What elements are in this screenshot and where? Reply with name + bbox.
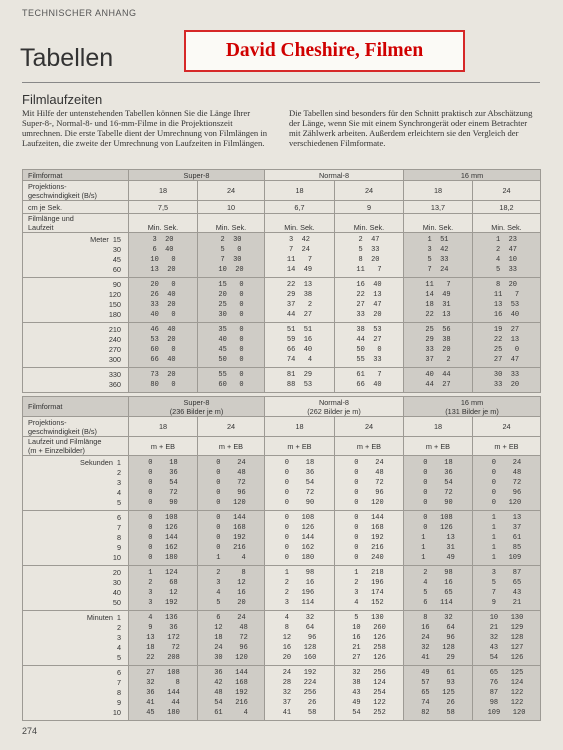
cm-cell: 13,7 [404,201,473,214]
table-cell: 0 18 0 36 0 54 0 72 0 90 [129,456,198,511]
table-cell: 0 24 0 48 0 72 0 96 0 120 [473,456,541,511]
page-title: Tabellen [20,44,114,72]
table-cell: 1 51 3 42 5 33 7 24 [404,233,473,278]
row-label: Meter 15 30 45 60 [23,233,129,278]
speed-cell: 24 [335,417,404,437]
table-cell: 0 108 0 126 0 144 0 162 0 180 [129,511,198,566]
row-label: 6 7 8 9 10 [23,511,129,566]
unit-header: Min. Sek. [473,214,541,233]
table-cell: 4 136 9 36 13 172 18 72 22 208 [129,611,198,666]
table-cell: 6 24 12 48 18 72 24 96 30 120 [198,611,265,666]
intro-text-left: Mit Hilfe der untenstehenden Tabellen können Sie die Länge Ihrer Super-8-, Normal-8- und 16-mm-Filme in die Projektionszeit umrechnen. Die erste Tabelle dient der Umrechnung von Filmlängen in Laufzeiten, die zweite der Umrechnung von Laufzeiten in Filmlängen. [22,108,268,148]
table-cell: 19 27 22 13 25 0 27 47 [473,323,541,368]
cm-per-second-label: cm je Sek. [23,201,129,214]
table-cell: 0 144 0 168 0 192 0 216 0 240 [335,511,404,566]
format-label: Filmformat [23,397,129,417]
table-cell: 25 56 29 38 33 20 37 2 [404,323,473,368]
speed-cell: 24 [335,181,404,201]
page-number: 274 [22,726,38,736]
length-label: Laufzeit und Filmlänge (m + Einzelbilder) [23,437,129,456]
table-row [23,666,541,721]
cm-cell: 7,5 [129,201,198,214]
speed-cell: 18 [129,181,198,201]
row-label: Sekunden 1 2 3 4 5 [23,456,129,511]
cm-cell: 10 [198,201,265,214]
header-divider [22,82,540,83]
length-label: Filmlänge und Laufzeit [23,214,129,233]
unit-header: m + EB [198,437,265,456]
unit-header: m + EB [335,437,404,456]
table-row [23,611,541,666]
cm-cell: 18,2 [473,201,541,214]
table-runtime-to-film-length [22,396,541,721]
unit-header: Min. Sek. [129,214,198,233]
row-label: 20 30 40 50 [23,566,129,611]
table-cell: 0 24 0 48 0 72 0 96 0 120 [198,456,265,511]
table-cell: 55 0 60 0 [198,368,265,393]
format-normal8: Normal-8 [265,170,404,181]
table-cell: 8 32 16 64 24 96 32 128 41 29 [404,611,473,666]
unit-header: Min. Sek. [265,214,335,233]
table-cell: 61 7 66 40 [335,368,404,393]
unit-header: Min. Sek. [198,214,265,233]
table-cell: 0 108 0 126 0 144 0 162 0 180 [265,511,335,566]
table-row [23,233,541,278]
format-super8: Super-8 (236 Bilder je m) [129,397,265,417]
table-cell: 1 23 2 47 4 10 5 33 [473,233,541,278]
table-cell: 38 53 44 27 50 0 55 33 [335,323,404,368]
table-cell: 36 144 42 168 48 192 54 216 61 4 [198,666,265,721]
table-row [23,323,541,368]
unit-header: Min. Sek. [335,214,404,233]
table-cell: 5 130 10 260 16 126 21 258 27 126 [335,611,404,666]
table-cell: 73 20 80 0 [129,368,198,393]
row-label: 90 120 150 180 [23,278,129,323]
table-cell: 51 51 59 16 66 40 74 4 [265,323,335,368]
table-cell: 81 29 88 53 [265,368,335,393]
unit-header: m + EB [473,437,541,456]
table-row [23,566,541,611]
table-cell: 0 144 0 168 0 192 0 216 1 4 [198,511,265,566]
table-cell: 46 40 53 20 60 0 66 40 [129,323,198,368]
table-row [23,368,541,393]
unit-header: m + EB [404,437,473,456]
table-cell: 0 24 0 48 0 72 0 96 0 120 [335,456,404,511]
intro-text-right: Die Tabellen sind besonders für den Schnitt praktisch zur Abschätzung der Länge, wenn Sie mit einem Synchrongerät oder einem Betrachter mit Zählwerk arbeiten. Außerdem erleichtern sie den Vergleich der verschiedenen Filmformate. [289,108,533,148]
format-super8: Super-8 [129,170,265,181]
unit-header: Min. Sek. [404,214,473,233]
table-cell: 0 18 0 36 0 54 0 72 0 90 [265,456,335,511]
table-cell: 11 7 14 49 18 31 22 13 [404,278,473,323]
stamp-label: David Cheshire, Filmen [184,30,465,72]
row-label: 210 240 270 300 [23,323,129,368]
cm-cell: 6,7 [265,201,335,214]
table-cell: 0 18 0 36 0 54 0 72 0 90 [404,456,473,511]
table-row [23,456,541,511]
format-label: Filmformat [23,170,129,181]
section-header-label: TECHNISCHER ANHANG [22,8,137,18]
table-cell: 65 125 76 124 87 122 98 122 109 120 [473,666,541,721]
table-cell: 24 192 28 224 32 256 37 26 41 58 [265,666,335,721]
speed-cell: 24 [198,417,265,437]
table-cell: 1 218 2 196 3 174 4 152 [335,566,404,611]
table-cell: 4 32 8 64 12 96 16 128 20 160 [265,611,335,666]
table-cell: 16 40 22 13 27 47 33 20 [335,278,404,323]
speed-cell: 18 [265,417,335,437]
speed-cell: 18 [404,181,473,201]
speed-label: Projektions- geschwindigkeit (B/s) [23,417,129,437]
table-cell: 22 13 29 38 37 2 44 27 [265,278,335,323]
speed-cell: 18 [404,417,473,437]
table-cell: 2 47 5 33 8 20 11 7 [335,233,404,278]
table1-body [23,233,541,393]
unit-header: m + EB [265,437,335,456]
table-cell: 49 61 57 93 65 125 74 26 82 58 [404,666,473,721]
table-cell: 2 8 3 12 4 16 5 20 [198,566,265,611]
speed-cell: 18 [265,181,335,201]
format-16mm: 16 mm (131 Bilder je m) [404,397,541,417]
speed-cell: 24 [198,181,265,201]
table-cell: 3 42 7 24 11 7 14 49 [265,233,335,278]
table-cell: 30 33 33 20 [473,368,541,393]
table-cell: 27 108 32 8 36 144 41 44 45 180 [129,666,198,721]
table-cell: 3 87 5 65 7 43 9 21 [473,566,541,611]
row-label: Minuten 1 2 3 4 5 [23,611,129,666]
table-cell: 1 98 2 16 2 196 3 114 [265,566,335,611]
table-cell: 2 98 4 16 5 65 6 114 [404,566,473,611]
table-cell: 35 0 40 0 45 0 50 0 [198,323,265,368]
speed-cell: 24 [473,417,541,437]
table-cell: 20 0 26 40 33 20 40 0 [129,278,198,323]
table-row [23,511,541,566]
unit-header: m + EB [129,437,198,456]
table-cell: 0 108 0 126 1 13 1 31 1 49 [404,511,473,566]
table-cell: 8 20 11 7 13 53 16 40 [473,278,541,323]
table-row [23,278,541,323]
table-cell: 40 44 44 27 [404,368,473,393]
table-cell: 32 256 38 124 43 254 49 122 54 252 [335,666,404,721]
table-film-length-to-runtime [22,169,541,393]
speed-cell: 18 [129,417,198,437]
table-cell: 3 20 6 40 10 0 13 20 [129,233,198,278]
table-cell: 10 130 21 129 32 128 43 127 54 126 [473,611,541,666]
row-label: 330 360 [23,368,129,393]
format-normal8: Normal-8 (262 Bilder je m) [265,397,404,417]
speed-label: Projektions- geschwindigkeit (B/s) [23,181,129,201]
speed-cell: 24 [473,181,541,201]
table2-body [23,456,541,721]
table-cell: 2 30 5 0 7 30 10 20 [198,233,265,278]
table-cell: 15 0 20 0 25 0 30 0 [198,278,265,323]
table-cell: 1 124 2 68 3 12 3 192 [129,566,198,611]
cm-cell: 9 [335,201,404,214]
section-heading: Filmlaufzeiten [22,92,103,107]
table-cell: 1 13 1 37 1 61 1 85 1 109 [473,511,541,566]
row-label: 6 7 8 9 10 [23,666,129,721]
format-16mm: 16 mm [404,170,541,181]
